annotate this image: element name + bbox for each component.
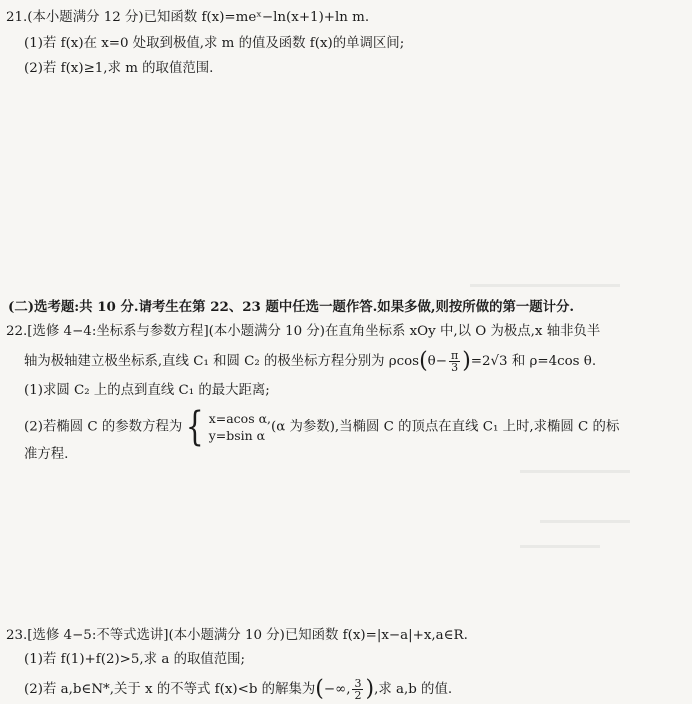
q21-part2: (2)若 f(x)≥1,求 m 的取值范围. (24, 61, 214, 76)
paren-close: ) (462, 348, 471, 374)
q23-part1: (1)若 f(1)+f(2)>5,求 a 的取值范围; (24, 652, 246, 667)
q22-line2-text: 轴为极轴建立极坐标系,直线 C₁ 和圆 C₂ 的极坐标方程分别为 ρcos (24, 354, 420, 369)
q22-line1: 22.[选修 4−4:坐标系与参数方程](本小题满分 10 分)在直角坐标系 xOy 中,以 O 为极点,x 轴非负半 (6, 324, 601, 339)
q23-part2 (24, 678, 452, 701)
q22-part2-text: (2)若椭圆 C 的参数方程为 (24, 419, 183, 435)
q22-line2 (24, 350, 596, 373)
q22-theta: θ− (427, 354, 447, 369)
q23-title: 23.[选修 4−5:不等式选讲](本小题满分 10 分)已知函数 f(x)=|x−a|+x,a∈R. (6, 628, 468, 643)
q22-part2 (24, 404, 620, 450)
param-eq-x: x=acos α, (208, 411, 272, 426)
q21-title: 21.(本小题满分 12 分)已知函数 f(x)=meˣ−ln(x+1)+ln m. (6, 10, 370, 25)
q23-part2-rest: ,求 a,b 的值. (374, 682, 453, 697)
paren-close: ) (365, 676, 375, 702)
bleed-mark (520, 545, 600, 548)
param-equation-system (182, 404, 272, 450)
brace-icon: { (186, 404, 204, 450)
fraction-denominator: 3 (451, 361, 459, 374)
pi-over-3-fraction (449, 350, 460, 373)
fraction-numerator: π (450, 349, 459, 362)
q22-part1: (1)求圆 C₂ 上的点到直线 C₁ 的最大距离; (24, 383, 270, 398)
fraction-numerator: 3 (354, 677, 362, 690)
three-halves-fraction (352, 678, 363, 701)
paren-open: ( (315, 676, 324, 702)
q23-part2-text: (2)若 a,b∈N*,关于 x 的不等式 f(x)<b 的解集为 (24, 682, 316, 697)
q21-part1: (1)若 f(x)在 x=0 处取到极值,求 m 的值及函数 f(x)的单调区间; (24, 36, 405, 51)
section-heading: (二)选考题:共 10 分.请考生在第 22、23 题中任选一题作答.如果多做,则按所做的第一题计分. (8, 299, 575, 315)
neg-infinity: −∞, (323, 682, 351, 697)
q22-part2-rest: (α 为参数),当椭圆 C 的顶点在直线 C₁ 上时,求椭圆 C 的标 (271, 419, 620, 435)
bleed-mark (540, 520, 630, 523)
q22-line2-rest: =2√3 和 ρ=4cos θ. (470, 354, 597, 369)
param-eq-y: y=bsin α (208, 428, 266, 443)
q22-part2-end: 准方程. (24, 447, 69, 462)
paren-open: ( (419, 348, 428, 374)
bleed-mark (520, 470, 630, 473)
bleed-mark (470, 284, 620, 287)
fraction-denominator: 2 (354, 689, 362, 702)
